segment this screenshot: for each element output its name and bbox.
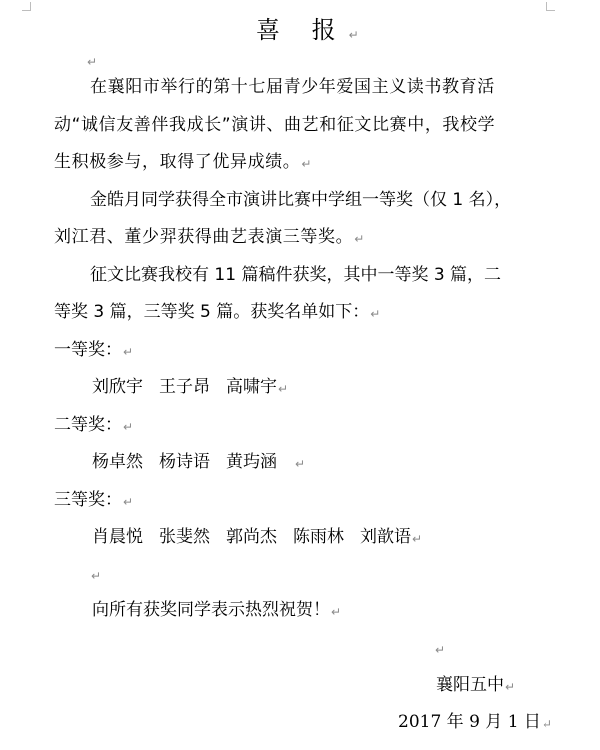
paragraph-1-line-2: 动“诚信友善伴我成长”演讲、曲艺和征文比赛中，我校学 <box>54 115 496 135</box>
document-title: 喜 报↵ <box>256 16 359 44</box>
award-name: 杨卓然 <box>92 452 143 472</box>
paragraph-mark-icon: ↵ <box>412 532 423 546</box>
paragraph-mark-icon: ↵ <box>370 307 381 321</box>
paragraph-mark-icon: ↵ <box>123 420 134 434</box>
paragraph-3-line-2: 等奖 3 篇，三等奖 5 篇。获奖名单如下：↵ <box>54 302 381 322</box>
award-name: 刘欣宇 <box>92 377 143 397</box>
award-names-third <box>92 525 422 549</box>
paragraph-3-line-1: 征文比赛我校有 11 篇稿件获奖，其中一等奖 3 篇，二 <box>90 265 502 285</box>
award-name: 杨诗语 <box>159 452 210 472</box>
award-name: 黄玙涵 <box>226 452 277 472</box>
award-name: 高啸宇 <box>226 377 277 397</box>
award-name: 肖晨悦 <box>92 527 143 547</box>
award-label-second: 二等奖：↵ <box>54 415 134 435</box>
award-names-second <box>92 450 305 474</box>
empty-line <box>86 48 97 72</box>
paragraph-mark-icon: ↵ <box>331 605 342 619</box>
paragraph-2-line-2: 刘江君、董少羿获得曲艺表演三等奖。↵ <box>54 227 365 247</box>
closing-line: 向所有获奖同学表示热烈祝贺！↵ <box>92 600 342 620</box>
paragraph-mark-icon: ↵ <box>123 495 134 509</box>
award-name: 刘歆语 <box>360 527 411 547</box>
paragraph-mark-icon: ↵ <box>541 717 552 731</box>
paragraph-mark-icon: ↵ <box>295 457 306 471</box>
paragraph-mark-icon: ↵ <box>505 680 516 694</box>
paragraph-mark-icon: ↵ <box>278 382 289 396</box>
paragraph-mark-icon: ↵ <box>91 569 102 583</box>
paragraph-2-line-1: 金皓月同学获得全市演讲比赛中学组一等奖（仅 1 名）， <box>90 190 512 210</box>
award-name: 陈雨林 <box>293 527 344 547</box>
paragraph-1-line-3: 生积极参与，取得了优异成绩。↵ <box>54 152 313 172</box>
award-name: 王子昂 <box>159 377 210 397</box>
paragraph-mark-icon: ↵ <box>435 643 446 657</box>
paragraph-mark-icon: ↵ <box>301 157 313 171</box>
paragraph-mark-icon: ↵ <box>348 28 359 42</box>
award-names-first <box>92 375 288 399</box>
empty-line <box>434 636 445 660</box>
signature: 襄阳五中↵ <box>436 675 516 695</box>
margin-corner-top-left <box>22 2 31 11</box>
award-label-first: 一等奖：↵ <box>54 340 134 360</box>
paragraph-mark-icon: ↵ <box>123 345 134 359</box>
paragraph-1-line-1: 在襄阳市举行的第十七届青少年爱国主义读书教育活 <box>90 77 495 97</box>
award-name: 张斐然 <box>159 527 210 547</box>
margin-corner-top-right <box>546 2 555 11</box>
award-label-third: 三等奖：↵ <box>54 490 134 510</box>
award-name: 郭尚杰 <box>226 527 277 547</box>
document-date: 2017 年 9 月 1 日↵ <box>398 712 552 732</box>
paragraph-mark-icon: ↵ <box>87 55 98 69</box>
empty-line <box>90 562 101 586</box>
paragraph-mark-icon: ↵ <box>354 232 365 246</box>
